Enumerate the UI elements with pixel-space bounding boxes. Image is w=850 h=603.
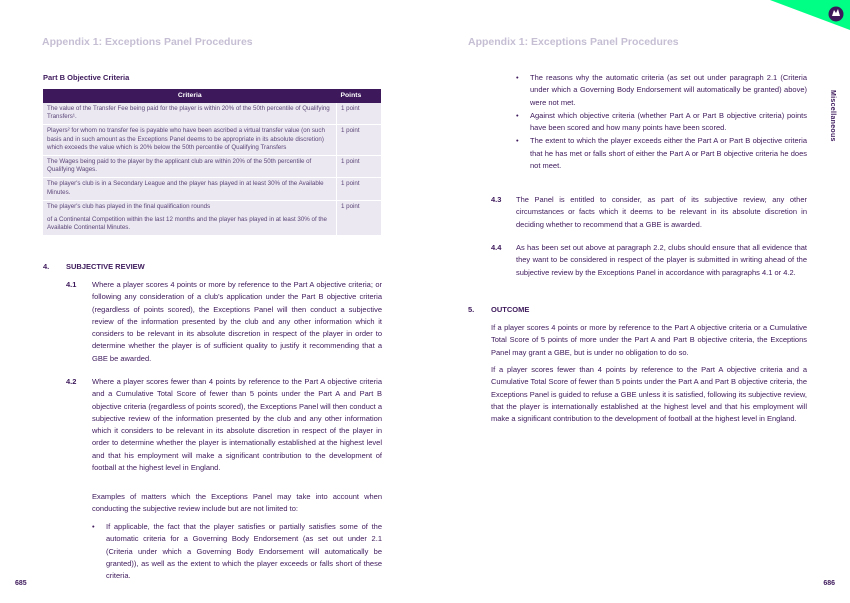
outcome-paragraph-1: If a player scores 4 points or more by reference to the Part A objective criteria or a Cumulative Total Score of 5 points of more under the Part A and Part B objective criteria, the Exceptions Panel may grant a GBE, but is under no obligation to do so. [491,323,807,357]
points-header: Points [337,89,382,103]
points-cell: 1 point [337,155,382,177]
list-item: • If applicable, the fact that the player satisfies or partially satisfies some of the automatic criteria for a Governing Body Endorsement (as set out under 2.1 (Criteria under which a Governing Body Endorsement will automatically be granted)), as well as the extent to which the player exceeds or falls short of these criteria. [92,522,382,581]
criteria-cell [43,200,337,236]
criteria-cell-line-1: The player's club has played in the final qualification rounds [47,202,211,210]
section-5-number: 5. [468,305,475,314]
page-number-left: 685 [15,580,27,587]
clause-4-1-number: 4.1 [66,280,77,289]
points-cell: 1 point [337,200,382,236]
table-row [43,125,381,156]
section-4-number: 4. [43,262,50,271]
points-cell: 1 point [337,125,382,156]
examples-intro: Examples of matters which the Exceptions Panel may take into account when conducting the subjective review include but are not limited to: [92,492,382,514]
clause-4-4-text: As has been set out above at paragraph 2.2, clubs should ensure that all evidence that they want to be considered in respect of the player is submitted in writing ahead of the subjective review by the Exceptions Panel in accordance with paragraphs 4.1 or 4.2. [516,243,807,277]
list-item: • The extent to which the player exceeds either the Part A or Part B objective criteria that he has met or falls short of either the Part A or Part B objective criteria he does not meet. [516,136,807,171]
table-row [43,103,381,125]
criteria-cell: The Wages being paid to the player by the applicant club are within 20% of the 50th percentile of Qualifying Wages. [43,155,337,177]
list-item: • Against which objective criteria (whether Part A or Part B objective criteria) points have been scored and how many points have been scored. [516,110,807,133]
examples-list-right [516,72,807,173]
table-row [43,155,381,177]
outcome-paragraph-2: If a player scores fewer than 4 points by reference to the Part A objective criteria and a Cumulative Total Score of fewer than 5 points under the Part A and Part B objective criteria, the Exceptions Panel is guided to refuse a GBE unless it is satisfied, following its subjective review, that the player is internationally established at the highest level and that his employment will make a significant contribution to the development of football at the highest level in England. [491,365,807,424]
clause-4-3-number: 4.3 [491,195,502,204]
part-b-title: Part B Objective Criteria [43,73,130,82]
clause-4-3-text: The Panel is entitled to consider, as part of its subjective review, any other circumstances or facts which it deems to be relevant in its absolute discretion in deciding whether to recommend that a GBE is awarded. [516,195,807,229]
criteria-cell: The player's club is in a Secondary League and the player has played in at least 30% of the Available Minutes. [43,178,337,200]
criteria-header: Criteria [43,89,337,103]
miscellaneous-side-label: Miscellaneous [829,90,836,142]
criteria-cell: Players² for whom no transfer fee is payable who have been ascribed a virtual transfer value (on such basis and in such amount as the Exceptions Panel deems to be appropriate in its absolute discretion) which exceeds the value which is 20% below the 50th percentile of Qualifying Transfers [43,125,337,156]
table-header-row [43,89,381,103]
right-page [425,0,850,603]
page-number-right: 686 [823,580,835,587]
examples-list-left [92,521,382,583]
criteria-cell-line-2: of a Continental Competition within the last 12 months and the player has played in at least 30% of the Available Continental Minutes. [47,215,327,232]
clause-4-1-text: Where a player scores 4 points or more by reference to the Part A objective criteria; or following any consideration of a club's application under the Part B objective criteria (regardless of points scored), the Exceptions Panel will then conduct a subjective review of the information presented by the club and any other information which it considers to be relevant in its absolute discretion in respect of the player in order to determine whether the player is of sufficient quality to justify it recommending that a GBE be awarded. [92,280,382,363]
appendix-title-left: Appendix 1: Exceptions Panel Procedures [42,36,253,48]
section-5-title: OUTCOME [491,305,530,314]
premier-league-corner-logo [770,0,850,40]
clause-4-2-number: 4.2 [66,377,77,386]
table-row [43,178,381,200]
table-row [43,200,381,236]
list-item: • The reasons why the automatic criteria (as set out under paragraph 2.1 (Criteria under which a Governing Body Endorsement will automatically be granted) above) were not met. [516,73,807,107]
clause-4-4-number: 4.4 [491,243,502,252]
points-cell: 1 point [337,178,382,200]
criteria-cell: The value of the Transfer Fee being paid for the player is within 20% of the 50th percentile of Qualifying Transfers¹. [43,103,337,125]
points-cell: 1 point [337,103,382,125]
clause-4-2-text: Where a player scores fewer than 4 points by reference to the Part A objective criteria and a Cumulative Total Score of fewer than 5 points under the Part A and Part B objective criteria (regardless of points scored), the Exceptions Panel will then conduct a subjective review of the information presented by the club and any other information which it considers to be relevant in its absolute discretion in respect of the player in order to determine whether the player is internationally established at the highest level and that his employment will make a significant contribution to the development of football at the highest level in England. [92,377,382,473]
section-4-title: SUBJECTIVE REVIEW [66,262,145,271]
part-b-criteria-table [43,89,381,236]
appendix-title-right: Appendix 1: Exceptions Panel Procedures [468,36,679,48]
